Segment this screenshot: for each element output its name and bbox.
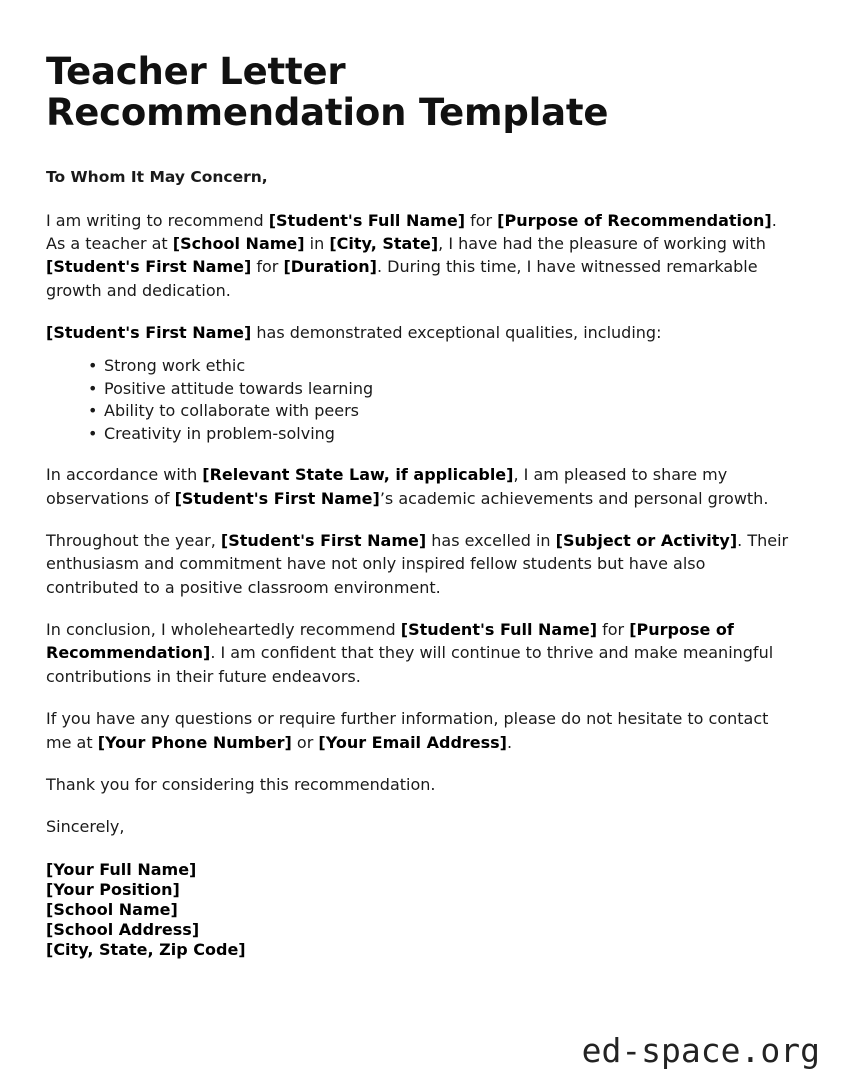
signature-line-school-name: [School Name] [46,899,178,919]
placeholder-token: [School Name] [172,233,305,253]
text-run: has excelled in [426,531,556,551]
list-item: • Strong work ethic [88,356,794,376]
placeholder-token: [Student's Full Name] [400,620,598,640]
document-content [46,52,794,960]
text-run: If you have any questions or require further information, please do not hesitate to contact me at [46,709,769,752]
placeholder-token: [Student's First Name] [46,323,252,343]
qualities-list [46,356,794,444]
text-run: . As a teacher at [46,210,777,253]
signature-line-full-name: [Your Full Name] [46,859,197,879]
site-watermark: ed-space.org [581,1031,820,1070]
placeholder-token: [Your Email Address] [318,732,507,752]
placeholder-token: [City, State] [329,233,439,253]
signature-line-position: [Your Position] [46,879,180,899]
text-run: . Their enthusiasm and commitment have not only inspired fellow students but have also contributed to a positive classroom environment. [46,531,789,597]
text-run: I am writing to recommend [46,210,269,230]
paragraph-state-law [46,463,794,510]
text-run: Thank you for considering this recommendation. [46,774,436,794]
text-run: in [304,233,330,253]
text-run: In conclusion, I wholeheartedly recommend [46,620,401,640]
placeholder-token: [Purpose of Recommendation] [46,620,734,663]
placeholder-token: [Purpose of Recommendation] [497,210,772,230]
paragraph-conclusion [46,618,794,688]
paragraph-contact [46,707,794,754]
paragraph-qualities-lead-in [46,321,794,344]
page-title: Teacher Letter Recommendation Template [46,50,609,134]
text-run: for [465,210,498,230]
placeholder-token: [Student's First Name] [174,488,380,508]
text-run: In accordance with [46,465,203,485]
placeholder-token: [Student's First Name] [220,531,427,551]
salutation: To Whom It May Concern, [46,168,268,187]
text-run: or [291,732,319,752]
paragraph-thanks [46,773,794,796]
text-run: . I am confident that they will continue to thrive and make meaningful contributions in their future endeavors. [46,643,774,686]
text-run: for [251,257,284,277]
list-item: • Positive attitude towards learning [88,379,794,399]
text-run: , I am pleased to share my observations of [46,465,728,508]
list-item: • Creativity in problem-solving [88,424,794,444]
list-item: • Ability to collaborate with peers [88,401,794,421]
text-run: , I have had the pleasure of working with [438,233,766,253]
placeholder-token: [Student's Full Name] [268,210,465,230]
paragraph-intro [46,209,794,302]
placeholder-token: [Relevant State Law, if applicable] [202,465,514,485]
placeholder-token: [Subject or Activity] [555,531,738,551]
text-run: Throughout the year, [46,531,221,551]
signature-line-school-address: [School Address] [46,920,200,940]
text-run: . During this time, I have witnessed remarkable growth and dedication. [46,257,758,300]
text-run: . [507,732,513,752]
text-run: ’s academic achievements and personal growth. [379,488,769,508]
placeholder-token: [Duration] [283,257,377,277]
text-run: Sincerely, [46,817,125,837]
signature-line-city-state-zip: [City, State, Zip Code] [46,940,246,960]
paragraph-throughout-year [46,529,794,599]
text-run: for [597,620,630,640]
placeholder-token: [Student's First Name] [46,257,252,277]
paragraph-closing [46,815,794,838]
text-run: has demonstrated exceptional qualities, including: [251,323,662,343]
signature-block [46,860,794,961]
placeholder-token: [Your Phone Number] [97,732,292,752]
